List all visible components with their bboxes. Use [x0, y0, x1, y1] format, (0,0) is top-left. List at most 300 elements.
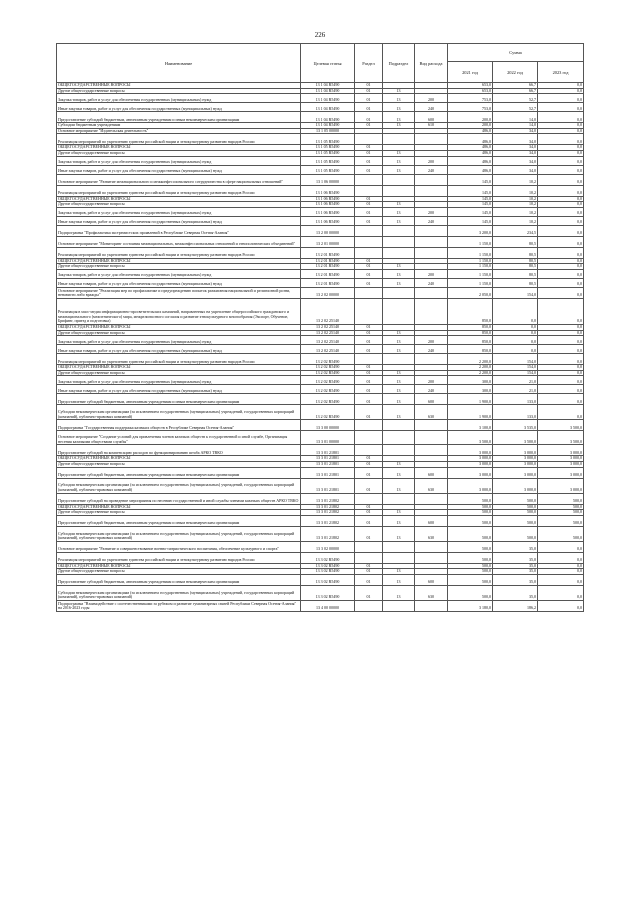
- row-target: 13 3 01 21802: [301, 493, 355, 504]
- row-sum-2022: 3 500,0: [493, 431, 538, 445]
- row-sum-2023: 0,0: [538, 376, 584, 385]
- row-sum-2023: 0,0: [538, 258, 584, 264]
- row-expense-type: [415, 431, 448, 445]
- row-subsection: 13: [383, 330, 415, 336]
- row-sum-2021: 753,0: [448, 94, 493, 103]
- row-sum-2021: 486,0: [448, 156, 493, 165]
- row-target: 13 2 01 R5490: [301, 269, 355, 278]
- row-sum-2022: 3 000,0: [493, 461, 538, 467]
- row-sum-2021: 653,0: [448, 83, 493, 89]
- row-sum-2023: 0,0: [538, 330, 584, 336]
- header-year-2022: 2022 год: [493, 62, 538, 83]
- row-expense-type: 630: [415, 405, 448, 420]
- row-subsection: 13: [383, 216, 415, 225]
- row-sum-2022: 80,5: [493, 236, 538, 247]
- row-subsection: 13: [383, 394, 415, 405]
- row-sum-2022: 80,5: [493, 247, 538, 258]
- row-target: 13 3 01 21801: [301, 456, 355, 462]
- row-subsection: [383, 225, 415, 236]
- row-target: 13 3 02 R5490: [301, 569, 355, 575]
- row-sum-2023: 500,0: [538, 504, 584, 510]
- row-sum-2022: 186,2: [493, 600, 538, 611]
- row-sum-2021: 1 150,0: [448, 278, 493, 287]
- row-name: Предоставление субсидий на компенсацию расходов по функционированию штаба АРКО ТВКО: [57, 445, 301, 456]
- row-sum-2021: 1 150,0: [448, 236, 493, 247]
- row-name: Предоставление субсидий бюджетным, автономным учреждениям и иным некоммерческим организациям: [57, 467, 301, 478]
- row-sum-2022: 10,2: [493, 196, 538, 202]
- table-row: [57, 515, 584, 526]
- row-sum-2022: 10,2: [493, 174, 538, 185]
- row-section: 01: [355, 202, 383, 208]
- header-name: Наименование: [57, 44, 301, 83]
- row-sum-2022: 52,7: [493, 94, 538, 103]
- row-sum-2023: 0,0: [538, 134, 584, 145]
- row-expense-type: 630: [415, 478, 448, 493]
- row-sum-2023: 0,0: [538, 574, 584, 585]
- row-expense-type: [415, 287, 448, 298]
- row-name: Подпрограмма "Взаимодействие с соотечественниками за рубежом и развитие гуманитарных связей Республики Северная Осетия-Алания" на 2016-2023 годы: [57, 600, 301, 611]
- row-name: Подпрограмма "Государственная поддержка казачьих обществ в Республике Северная Осетия-Алания": [57, 420, 301, 431]
- row-sum-2022: 35,0: [493, 569, 538, 575]
- row-sum-2023: 0,0: [538, 128, 584, 134]
- row-section: [355, 445, 383, 456]
- row-target: 13 1 05 00000: [301, 128, 355, 134]
- row-section: 01: [355, 504, 383, 510]
- row-sum-2022: 500,0: [493, 504, 538, 510]
- row-sum-2021: 850,0: [448, 330, 493, 336]
- row-sum-2022: 35,0: [493, 563, 538, 569]
- row-target: 13 2 01 R5490: [301, 278, 355, 287]
- row-sum-2023: 0,0: [538, 207, 584, 216]
- header-year-2021: 2021 год: [448, 62, 493, 83]
- row-section: 01: [355, 467, 383, 478]
- row-section: [355, 225, 383, 236]
- row-section: 01: [355, 264, 383, 270]
- row-section: [355, 493, 383, 504]
- row-sum-2021: 3 000,0: [448, 456, 493, 462]
- row-expense-type: 600: [415, 574, 448, 585]
- row-sum-2022: 80,5: [493, 264, 538, 270]
- row-sum-2023: 3 000,0: [538, 445, 584, 456]
- row-subsection: 13: [383, 515, 415, 526]
- row-subsection: [383, 431, 415, 445]
- row-sum-2022: 133,0: [493, 394, 538, 405]
- row-sum-2023: 3 000,0: [538, 456, 584, 462]
- budget-table-body: [57, 83, 584, 612]
- row-subsection: 13: [383, 569, 415, 575]
- row-expense-type: [415, 225, 448, 236]
- row-target: 13 1 04 R5490: [301, 94, 355, 103]
- row-sum-2023: 0,0: [538, 569, 584, 575]
- row-expense-type: 200: [415, 269, 448, 278]
- row-section: 01: [355, 376, 383, 385]
- row-subsection: 13: [383, 264, 415, 270]
- row-sum-2022: 14,0: [493, 112, 538, 123]
- table-row: [57, 376, 584, 385]
- table-row: [57, 493, 584, 504]
- row-expense-type: 600: [415, 112, 448, 123]
- row-name: Подпрограмма "Профилактика экстремистских проявлений в Республике Северная Осетия-Алания": [57, 225, 301, 236]
- row-sum-2023: 0,0: [538, 83, 584, 89]
- row-name: Иные закупки товаров, работ и услуг для обеспечения государственных (муниципальных) нужд: [57, 345, 301, 354]
- row-subsection: [383, 541, 415, 552]
- table-row: [57, 247, 584, 258]
- row-section: 01: [355, 370, 383, 376]
- row-subsection: 13: [383, 345, 415, 354]
- row-sum-2022: 500,0: [493, 510, 538, 516]
- row-sum-2021: 3 500,0: [448, 431, 493, 445]
- row-sum-2023: 0,0: [538, 174, 584, 185]
- row-subsection: [383, 445, 415, 456]
- row-sum-2022: 80,5: [493, 269, 538, 278]
- row-sum-2023: 0,0: [538, 324, 584, 330]
- table-row: [57, 420, 584, 431]
- row-sum-2021: 3 000,0: [448, 467, 493, 478]
- budget-table: [56, 43, 584, 612]
- row-sum-2021: 500,0: [448, 585, 493, 600]
- row-section: 01: [355, 394, 383, 405]
- table-row: [57, 541, 584, 552]
- row-section: [355, 247, 383, 258]
- row-sum-2022: 34,0: [493, 165, 538, 174]
- row-sum-2021: 1 900,0: [448, 394, 493, 405]
- row-sum-2023: 0,0: [538, 365, 584, 371]
- table-row: [57, 552, 584, 563]
- row-sum-2023: 0,0: [538, 394, 584, 405]
- row-section: 01: [355, 569, 383, 575]
- row-sum-2023: 0,0: [538, 298, 584, 324]
- row-sum-2022: 52,7: [493, 103, 538, 112]
- row-name: Предоставление субсидий бюджетным, автономным учреждениям и иным некоммерческим организациям: [57, 574, 301, 585]
- row-section: [355, 298, 383, 324]
- row-section: 01: [355, 585, 383, 600]
- row-name: Реализация мероприятий по укреплению единства российской нации и этнокультурному развитию народов России: [57, 354, 301, 365]
- row-section: 01: [355, 112, 383, 123]
- row-expense-type: 200: [415, 94, 448, 103]
- row-target: 13 2 02 00000: [301, 287, 355, 298]
- row-section: [355, 552, 383, 563]
- row-subsection: 13: [383, 526, 415, 541]
- table-row: [57, 467, 584, 478]
- row-subsection: 13: [383, 103, 415, 112]
- row-subsection: 13: [383, 376, 415, 385]
- table-row: [57, 185, 584, 196]
- row-sum-2021: 500,0: [448, 574, 493, 585]
- row-subsection: 13: [383, 150, 415, 156]
- row-sum-2021: 3 100,0: [448, 420, 493, 431]
- row-sum-2023: 0,0: [538, 405, 584, 420]
- row-section: [355, 600, 383, 611]
- row-section: [355, 354, 383, 365]
- row-target: 13 1 04 R5490: [301, 103, 355, 112]
- row-target: 13 1 05 R5490: [301, 156, 355, 165]
- row-target: 13 2 00 00000: [301, 225, 355, 236]
- row-sum-2022: 34,0: [493, 145, 538, 151]
- row-target: 13 2 02 25140: [301, 298, 355, 324]
- row-sum-2021: 500,0: [448, 510, 493, 516]
- row-sum-2023: 0,0: [538, 585, 584, 600]
- table-row: [57, 600, 584, 611]
- row-target: 13 2 02 R5490: [301, 376, 355, 385]
- row-section: [355, 420, 383, 431]
- row-subsection: 13: [383, 202, 415, 208]
- row-sum-2022: 3 000,0: [493, 456, 538, 462]
- row-sum-2021: 500,0: [448, 552, 493, 563]
- table-row: [57, 225, 584, 236]
- row-sum-2022: 80,5: [493, 278, 538, 287]
- row-sum-2023: 500,0: [538, 493, 584, 504]
- row-expense-type: 240: [415, 103, 448, 112]
- row-name: Другие общегосударственные вопросы: [57, 370, 301, 376]
- row-name: Другие общегосударственные вопросы: [57, 330, 301, 336]
- row-sum-2022: 3 000,0: [493, 467, 538, 478]
- row-expense-type: [415, 247, 448, 258]
- row-target: 13 2 02 R5490: [301, 365, 355, 371]
- row-target: 13 1 06 R5490: [301, 196, 355, 202]
- row-sum-2021: 3 180,0: [448, 600, 493, 611]
- row-target: 13 1 06 R5490: [301, 207, 355, 216]
- row-name: ОБЩЕГОСУДАРСТВЕННЫЕ ВОПРОСЫ: [57, 145, 301, 151]
- row-subsection: [383, 185, 415, 196]
- row-sum-2021: 850,0: [448, 345, 493, 354]
- row-name: Иные закупки товаров, работ и услуг для обеспечения государственных (муниципальных) нужд: [57, 103, 301, 112]
- row-name: Реализация мероприятий по укреплению единства российской нации и этнокультурному развитию народов России: [57, 552, 301, 563]
- row-sum-2021: 850,0: [448, 336, 493, 345]
- row-target: 13 3 01 21801: [301, 461, 355, 467]
- row-sum-2023: 0,0: [538, 336, 584, 345]
- row-sum-2021: 145,0: [448, 185, 493, 196]
- row-subsection: 13: [383, 574, 415, 585]
- row-sum-2023: 500,0: [538, 510, 584, 516]
- row-expense-type: [415, 185, 448, 196]
- row-expense-type: 200: [415, 336, 448, 345]
- row-subsection: 13: [383, 510, 415, 516]
- row-target: 13 3 01 00000: [301, 431, 355, 445]
- row-sum-2022: 21,0: [493, 376, 538, 385]
- row-target: 13 1 06 R5490: [301, 216, 355, 225]
- row-name: Другие общегосударственные вопросы: [57, 202, 301, 208]
- row-name: Основное мероприятие "Создание условий для привлечения членов казачьих обществ к государственной и иной службе, Организация несения казачьими обществами службы": [57, 431, 301, 445]
- row-expense-type: 630: [415, 526, 448, 541]
- row-target: 13 2 02 R5490: [301, 354, 355, 365]
- row-subsection: 13: [383, 94, 415, 103]
- row-sum-2022: 3 535,0: [493, 420, 538, 431]
- row-expense-type: 240: [415, 216, 448, 225]
- table-row: [57, 574, 584, 585]
- row-sum-2021: 500,0: [448, 504, 493, 510]
- row-name: ОБЩЕГОСУДАРСТВЕННЫЕ ВОПРОСЫ: [57, 258, 301, 264]
- row-target: 13 2 02 25140: [301, 330, 355, 336]
- row-sum-2022: 80,5: [493, 258, 538, 264]
- row-sum-2023: 3 000,0: [538, 461, 584, 467]
- row-subsection: 13: [383, 336, 415, 345]
- row-sum-2021: 3 000,0: [448, 461, 493, 467]
- row-name: Основное мероприятие "Издательская деятельность": [57, 128, 301, 134]
- row-subsection: [383, 552, 415, 563]
- row-name: Субсидии некоммерческим организациям (за исключением государственных (муниципальных) учреждений, государственных корпораций (компаний), публично-правовых компаний): [57, 405, 301, 420]
- row-expense-type: 240: [415, 165, 448, 174]
- row-subsection: 13: [383, 585, 415, 600]
- row-sum-2022: 10,2: [493, 207, 538, 216]
- row-section: 01: [355, 103, 383, 112]
- row-expense-type: 200: [415, 207, 448, 216]
- row-section: 01: [355, 123, 383, 129]
- row-sum-2022: 35,0: [493, 574, 538, 585]
- row-section: 01: [355, 510, 383, 516]
- row-name: Основное мероприятие "Реализация мер по профилактике и предупреждению попыток разжигания национальной и религиозной розни, ненависти либо вражды": [57, 287, 301, 298]
- row-section: 01: [355, 324, 383, 330]
- table-row: [57, 298, 584, 324]
- row-subsection: 13: [383, 269, 415, 278]
- row-sum-2022: 35,0: [493, 552, 538, 563]
- row-sum-2021: 145,0: [448, 216, 493, 225]
- row-section: 01: [355, 258, 383, 264]
- row-sum-2021: 500,0: [448, 526, 493, 541]
- row-target: 13 1 05 R5490: [301, 165, 355, 174]
- row-subsection: 13: [383, 385, 415, 394]
- row-target: 13 3 02 R5490: [301, 585, 355, 600]
- row-subsection: 13: [383, 461, 415, 467]
- row-section: 01: [355, 563, 383, 569]
- table-row: [57, 354, 584, 365]
- row-sum-2022: 66,7: [493, 88, 538, 94]
- row-subsection: [383, 174, 415, 185]
- row-name: Основное мероприятие "Развитие и совершенствование военно-патриотического воспитания, обеспечение культурного и спорта": [57, 541, 301, 552]
- table-row: [57, 405, 584, 420]
- row-sum-2023: 0,0: [538, 345, 584, 354]
- row-sum-2021: 2 200,0: [448, 365, 493, 371]
- row-sum-2023: 0,0: [538, 370, 584, 376]
- row-name: ОБЩЕГОСУДАРСТВЕННЫЕ ВОПРОСЫ: [57, 563, 301, 569]
- row-subsection: [383, 287, 415, 298]
- row-sum-2022: 10,2: [493, 185, 538, 196]
- row-subsection: 13: [383, 370, 415, 376]
- row-sum-2021: 145,0: [448, 174, 493, 185]
- row-sum-2022: 34,0: [493, 128, 538, 134]
- row-sum-2022: 500,0: [493, 515, 538, 526]
- row-sum-2022: 154,0: [493, 370, 538, 376]
- row-sum-2021: 1 150,0: [448, 258, 493, 264]
- table-row: [57, 156, 584, 165]
- row-sum-2022: 154,0: [493, 287, 538, 298]
- table-row: [57, 345, 584, 354]
- row-subsection: [383, 600, 415, 611]
- row-subsection: [383, 134, 415, 145]
- row-sum-2022: 500,0: [493, 526, 538, 541]
- row-sum-2021: 145,0: [448, 202, 493, 208]
- table-row: [57, 445, 584, 456]
- header-target: Целевая статья: [301, 44, 355, 83]
- row-expense-type: 240: [415, 345, 448, 354]
- row-sum-2021: 2 200,0: [448, 370, 493, 376]
- row-sum-2021: 486,0: [448, 128, 493, 134]
- row-subsection: 13: [383, 467, 415, 478]
- row-sum-2021: 300,0: [448, 385, 493, 394]
- row-sum-2023: 0,0: [538, 112, 584, 123]
- row-expense-type: [415, 236, 448, 247]
- row-target: 13 3 01 21802: [301, 504, 355, 510]
- row-expense-type: 240: [415, 278, 448, 287]
- row-name: Закупка товаров, работ и услуг для обеспечения государственных (муниципальных) нужд: [57, 269, 301, 278]
- row-sum-2023: 0,0: [538, 123, 584, 129]
- row-subsection: 13: [383, 112, 415, 123]
- table-row: [57, 431, 584, 445]
- row-name: Реализация мероприятий по укреплению единства российской нации и этнокультурному развитию народов России: [57, 185, 301, 196]
- row-section: 01: [355, 278, 383, 287]
- row-name: Основное мероприятие "Мониторинг состояния межнациональных, межконфессиональных отношений и этнополитических объединений": [57, 236, 301, 247]
- row-sum-2021: 500,0: [448, 541, 493, 552]
- row-section: [355, 431, 383, 445]
- row-expense-type: [415, 134, 448, 145]
- table-row: [57, 134, 584, 145]
- row-subsection: 13: [383, 88, 415, 94]
- table-row: [57, 103, 584, 112]
- row-sum-2023: 0,0: [538, 216, 584, 225]
- row-sum-2021: 200,0: [448, 112, 493, 123]
- row-section: [355, 174, 383, 185]
- row-target: 13 3 02 R5490: [301, 574, 355, 585]
- row-name: Предоставление субсидий на проведение мероприятия по несению государственной и иной службы членами казачьих обществ АРКО ТВКО: [57, 493, 301, 504]
- row-sum-2023: 0,0: [538, 225, 584, 236]
- row-sum-2021: 1 900,0: [448, 405, 493, 420]
- row-sum-2021: 1 150,0: [448, 269, 493, 278]
- row-sum-2021: 3 000,0: [448, 445, 493, 456]
- row-subsection: 13: [383, 123, 415, 129]
- row-target: 13 1 05 R5490: [301, 134, 355, 145]
- row-target: 13 1 04 R5490: [301, 83, 355, 89]
- row-sum-2023: 0,0: [538, 202, 584, 208]
- row-sum-2022: 234,5: [493, 225, 538, 236]
- row-sum-2023: 0,0: [538, 563, 584, 569]
- row-name: Реализация в масс-медиа информационно-просветительских кампаний, направленных на укрепление общероссийского гражданского и межнационального (межэтнического) мира, межрелигиозного согласия и развитие этнокультурного многообразия (Экспорт, Обучение, Брифинг, приезд и подготовка): [57, 298, 301, 324]
- row-sum-2021: 850,0: [448, 298, 493, 324]
- row-sum-2022: 0,0: [493, 345, 538, 354]
- row-target: 13 3 02 R5490: [301, 563, 355, 569]
- row-name: Субсидии некоммерческим организациям (за исключением государственных (муниципальных) учреждений, государственных корпораций (компаний), публично-правовых компаний): [57, 585, 301, 600]
- row-subsection: 13: [383, 165, 415, 174]
- row-sum-2023: 0,0: [538, 165, 584, 174]
- row-name: Закупка товаров, работ и услуг для обеспечения государственных (муниципальных) нужд: [57, 376, 301, 385]
- row-section: 01: [355, 207, 383, 216]
- row-name: Иные закупки товаров, работ и услуг для обеспечения государственных (муниципальных) нужд: [57, 216, 301, 225]
- row-sum-2023: 0,0: [538, 103, 584, 112]
- row-sum-2023: 0,0: [538, 541, 584, 552]
- table-row: [57, 385, 584, 394]
- row-section: 01: [355, 515, 383, 526]
- row-subsection: [383, 493, 415, 504]
- row-sum-2021: 1 150,0: [448, 247, 493, 258]
- row-section: 01: [355, 269, 383, 278]
- table-row: [57, 336, 584, 345]
- row-sum-2022: 500,0: [493, 493, 538, 504]
- row-sum-2022: 14,0: [493, 123, 538, 129]
- row-sum-2022: 35,0: [493, 541, 538, 552]
- row-target: 13 2 02 R5490: [301, 394, 355, 405]
- row-sum-2022: 34,0: [493, 156, 538, 165]
- row-section: [355, 185, 383, 196]
- row-sum-2023: 0,0: [538, 145, 584, 151]
- row-subsection: [383, 247, 415, 258]
- row-sum-2022: 0,0: [493, 336, 538, 345]
- row-name: ОБЩЕГОСУДАРСТВЕННЫЕ ВОПРОСЫ: [57, 196, 301, 202]
- row-sum-2021: 300,0: [448, 376, 493, 385]
- row-target: 13 2 02 25140: [301, 324, 355, 330]
- row-section: 01: [355, 88, 383, 94]
- row-subsection: [383, 420, 415, 431]
- row-name: Закупка товаров, работ и услуг для обеспечения государственных (муниципальных) нужд: [57, 336, 301, 345]
- row-name: Другие общегосударственные вопросы: [57, 569, 301, 575]
- table-row: [57, 269, 584, 278]
